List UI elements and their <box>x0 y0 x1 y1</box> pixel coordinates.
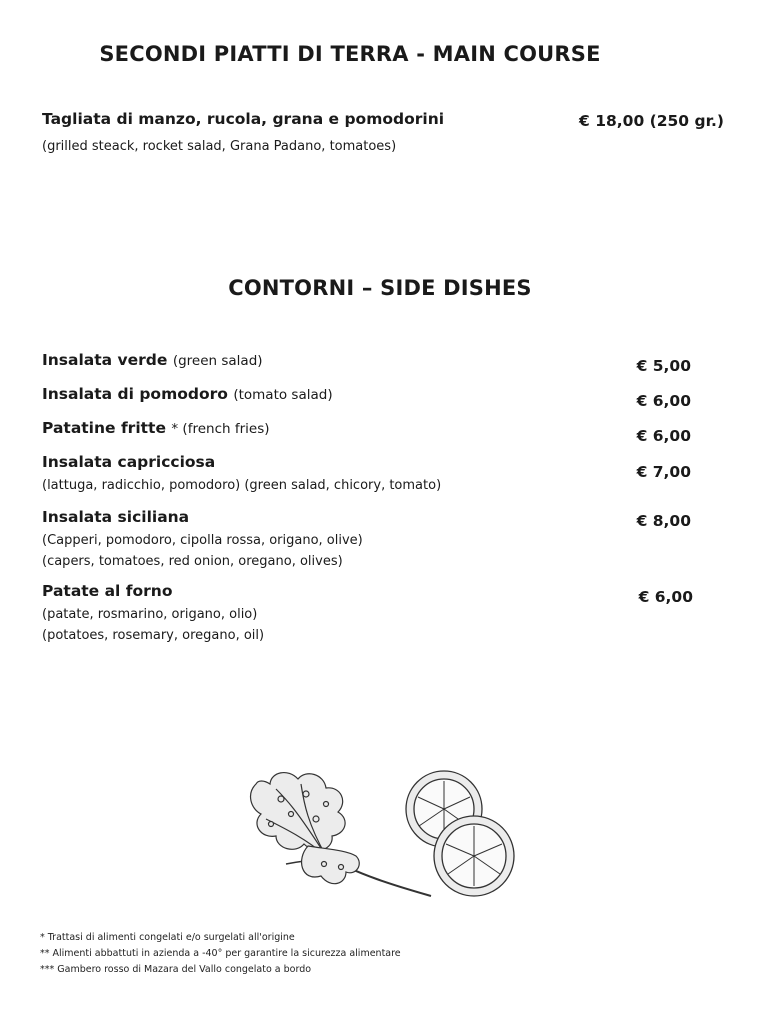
item-description: (grilled steack, rocket salad, Grana Padano, tomatoes) <box>42 139 397 154</box>
item-price: € 6,00 <box>636 427 691 445</box>
item-name: Insalata di pomodoro <box>42 385 228 403</box>
footnote-red-prawn: *** Gambero rosso di Mazara del Vallo congelato a bordo <box>40 964 312 975</box>
item-price: € 7,00 <box>636 463 691 481</box>
item-price: € 6,00 <box>636 392 691 410</box>
footnotes <box>40 930 401 978</box>
item-description-en: (capers, tomatoes, red onion, oregano, olives) <box>42 554 343 569</box>
menu-item-patatine-fritte <box>42 417 722 445</box>
item-note: (tomato salad) <box>233 387 333 403</box>
footnote-frozen: * Trattasi di alimenti congelati e/o surgelati all'origine <box>40 932 295 943</box>
item-name: Tagliata di manzo, rucola, grana e pomodorini <box>42 110 445 128</box>
item-note: * (french fries) <box>171 421 270 437</box>
lemon-slices-icon <box>406 771 514 896</box>
item-description-en: (potatoes, rosemary, oregano, oil) <box>42 628 265 643</box>
item-name: Insalata capricciosa <box>42 453 216 471</box>
menu-item-insalata-pomodoro <box>42 383 722 410</box>
footnote-blast-chilled: ** Alimenti abbattuti in azienda a -40° per garantire la sicurezza alimentare <box>40 948 401 959</box>
item-name: Patate al forno <box>42 582 173 600</box>
item-price: € 8,00 <box>636 512 691 530</box>
food-illustration <box>246 764 526 914</box>
item-description: (patate, rosmarino, origano, olio) <box>42 607 258 622</box>
menu-item-insalata-capricciosa <box>42 451 722 496</box>
item-note: (green salad) <box>172 353 263 369</box>
parsley-icon <box>251 773 431 896</box>
menu-item-insalata-verde <box>42 349 722 375</box>
item-name: Patatine fritte <box>42 419 166 437</box>
item-description: (lattuga, radicchio, pomodoro) (green salad, chicory, tomato) <box>42 478 442 493</box>
item-description: (Capperi, pomodoro, cipolla rossa, origano, olive) <box>42 533 363 548</box>
item-price: € 18,00 (250 gr.) <box>579 112 724 130</box>
menu-item-patate-al-forno <box>42 580 722 646</box>
side-dishes-title: CONTORNI – SIDE DISHES <box>228 276 532 300</box>
menu-item-tagliata <box>42 108 722 157</box>
menu-item-insalata-siciliana <box>42 506 722 572</box>
item-price: € 5,00 <box>636 357 691 375</box>
item-price: € 6,00 <box>638 588 693 606</box>
main-course-title: SECONDI PIATTI DI TERRA - MAIN COURSE <box>99 42 601 66</box>
item-name: Insalata siciliana <box>42 508 190 526</box>
item-name: Insalata verde <box>42 351 168 369</box>
